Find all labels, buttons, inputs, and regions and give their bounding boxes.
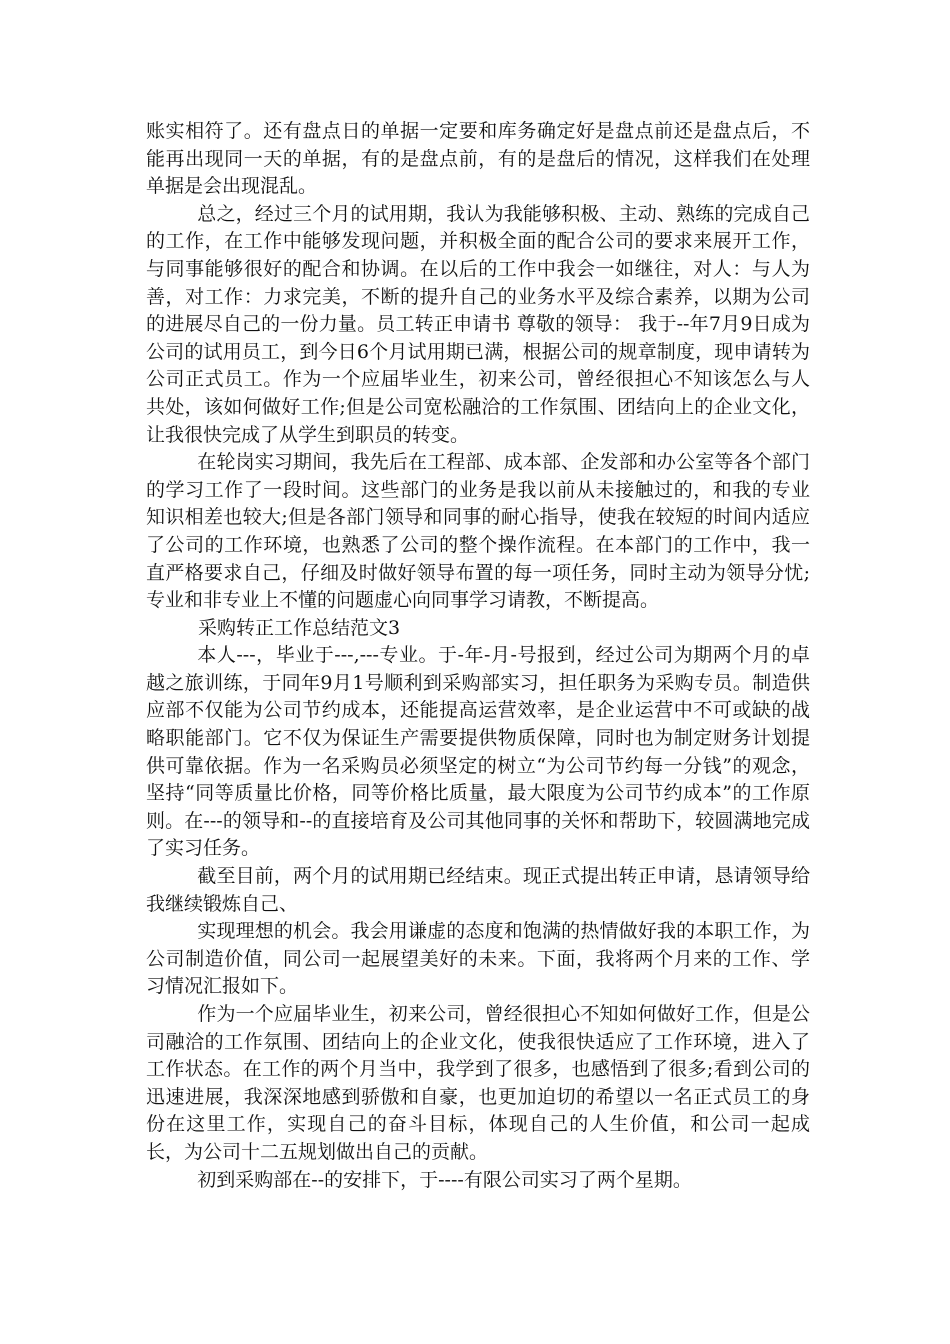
paragraph-7: 作为一个应届毕业生，初来公司，曾经很担心不知如何做好工作，但是公司融洽的工作氛围、团结向上的企业文化，使我很快适应了工作环境，进入了工作状态。在工作的两个月当中，我学到了很多，也感悟到了很多;看到公司的迅速进展，我深深地感到骄傲和自豪，也更加迫切的希望以一名正式员工的身份在这里工作，实现自己的奋斗目标，体现自己的人生价值，和公司一起成长，为公司十二五规划做出自己的贡献。 <box>146 1003 810 1163</box>
paragraph-5: 截至目前，两个月的试用期已经结束。现正式提出转正申请，恳请领导给我继续锻炼自己、 <box>146 865 810 915</box>
section-title: 采购转正工作总结范文3 <box>198 616 401 639</box>
paragraph-6: 实现理想的机会。我会用谦虚的态度和饱满的热情做好我的本职工作，为公司制造价值，同公司一起展望美好的未来。下面，我将两个月来的工作、学习情况汇报如下。 <box>146 920 810 998</box>
paragraph-1: 账实相符了。还有盘点日的单据一定要和库务确定好是盘点前还是盘点后，不能再出现同一天的单据，有的是盘点前，有的是盘后的情况，这样我们在处理单据是会出现混乱。 <box>146 120 810 198</box>
paragraph-2: 总之，经过三个月的试用期，我认为我能够积极、主动、熟练的完成自己的工作，在工作中能够发现问题，并积极全面的配合公司的要求来展开工作，与同事能够很好的配合和协调。在以后的工作中我会一如继往，对人：与人为善，对工作：力求完美，不断的提升自己的业务水平及综合素养，以期为公司的进展尽自己的一份力量。员工转正申请书 尊敬的领导： 我于--年7月9日成为公司的试用员工，到今日6个月试用期已满，根据公司的规章制度，现申请转为公司正式员工。作为一个应届毕业生，初来公司，曾经很担心不知该怎么与人共处，该如何做好工作;但是公司宽松融洽的工作氛围、团结向上的企业文化，让我很快完成了从学生到职员的转变。 <box>146 202 810 446</box>
document-page <box>146 118 810 1194</box>
paragraph-4: 本人---，毕业于---,---专业。于-年-月-号报到，经过公司为期两个月的卓越之旅训练，于同年9月1号顺利到采购部实习，担任职务为采购专员。制造供应部不仅能为公司节约成本，还能提高运营效率，是企业运营中不可或缺的战略职能部门。它不仅为保证生产需要提供物质保障，同时也为制定财务计划提供可靠依据。作为一名采购员必须坚定的树立“为公司节约每一分钱”的观念，坚持“同等质量比价格，同等价格比质量，最大限度为公司节约成本”的工作原则。在---的领导和--的直接培育及公司其他同事的关怀和帮助下，较圆满地完成了实习任务。 <box>146 644 810 860</box>
paragraph-8: 初到采购部在--的安排下，于----有限公司实习了两个星期。 <box>197 1168 692 1191</box>
paragraph-3: 在轮岗实习期间，我先后在工程部、成本部、企发部和办公室等各个部门的学习工作了一段时间。这些部门的业务是我以前从未接触过的，和我的专业知识相差也较大;但是各部门领导和同事的耐心指导，使我在较短的时间内适应了公司的工作环境，也熟悉了公司的整个操作流程。在本部门的工作中，我一直严格要求自己，仔细及时做好领导布置的每一项任务，同时主动为领导分忧;专业和非专业上不懂的问题虚心向同事学习请教，不断提高。 <box>146 451 810 612</box>
